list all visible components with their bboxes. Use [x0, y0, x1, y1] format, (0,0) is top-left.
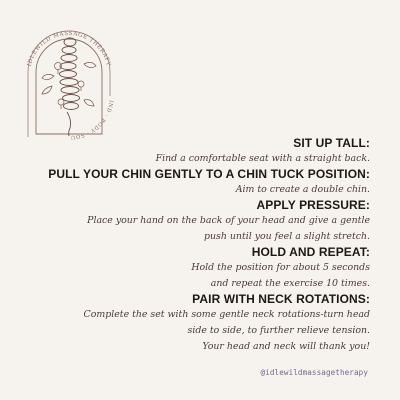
brand-logo [14, 14, 124, 146]
logo-ring-bottom-text: IND · BODY · SOU [69, 99, 114, 141]
step-text: Hold the position for about 5 seconds and repeat the exercise 10 times. [191, 262, 370, 289]
step-text: Place your hand on the back of your head and give a gentle push until you feel a slight stretch. [87, 215, 370, 242]
step-heading: APPLY PRESSURE: [256, 198, 370, 212]
step-text: Aim to create a double chin. [235, 184, 370, 195]
step-heading: SIT UP TALL: [293, 136, 370, 150]
step-heading: PAIR WITH NECK ROTATIONS: [192, 292, 370, 306]
spine-with-flowers-icon [14, 14, 124, 146]
step-heading: PULL YOUR CHIN GENTLY TO A CHIN TUCK POSITION: [48, 167, 370, 181]
step-heading: HOLD AND REPEAT: [251, 245, 370, 259]
logo-ring-top-text: IDLEWILD MASSAGE THERAPY [26, 30, 112, 67]
social-handle: @idlewildmassagetherapy [260, 368, 368, 377]
instruction-list [40, 136, 370, 355]
step-text: Complete the set with some gentle neck rotations-turn head side to side, to further relieve tension. Your head and neck will thank you! [83, 309, 370, 352]
step-text: Find a comfortable seat with a straight back. [155, 153, 370, 164]
